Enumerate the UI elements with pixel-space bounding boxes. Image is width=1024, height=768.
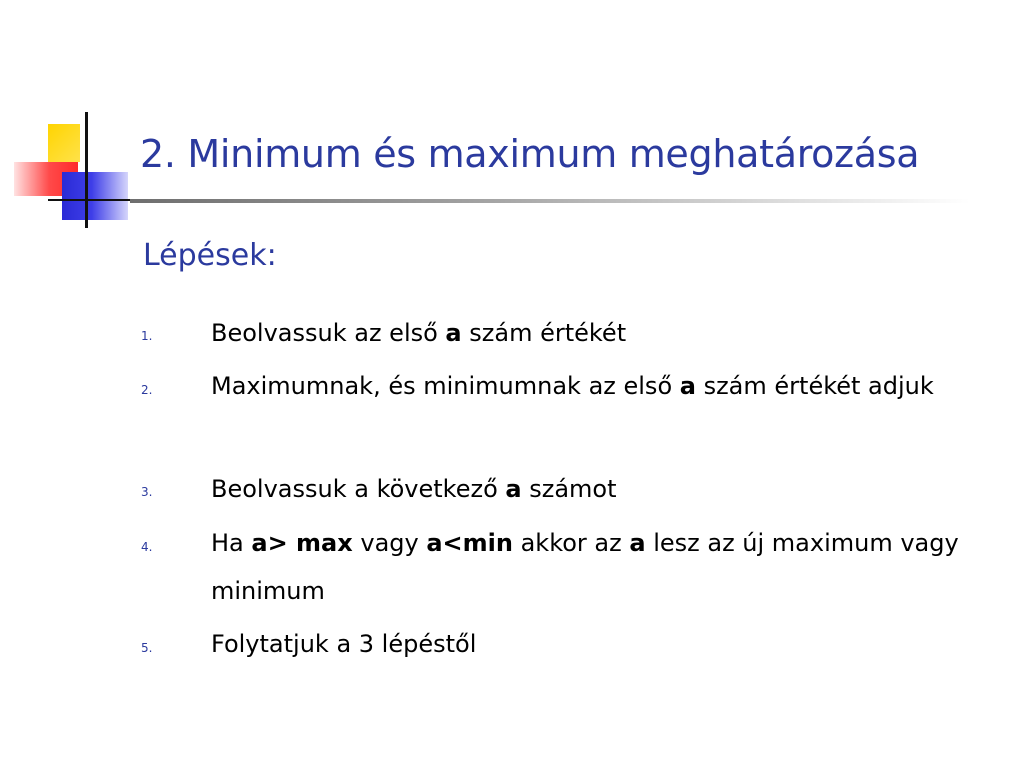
step-text-bold: a <box>629 529 646 557</box>
step-text-bold: a <box>445 319 462 347</box>
step-number: 1. <box>141 329 153 343</box>
step-text-run: Maximumnak, és minimumnak az első <box>211 372 680 400</box>
steps-heading: Lépések: <box>143 238 277 273</box>
step-number: 2. <box>141 383 153 397</box>
logo-yellow-square <box>48 124 80 162</box>
step-text-bold: a <box>679 372 696 400</box>
step-text-bold: a <box>505 475 522 503</box>
step-text-run: Beolvassuk az első <box>211 319 446 347</box>
step-text <box>211 362 981 410</box>
step-number: 3. <box>141 485 153 499</box>
slide-title: 2. Minimum és maximum meghatározása <box>140 132 920 176</box>
step-text <box>211 309 981 357</box>
step-text-run: Beolvassuk a következő <box>211 475 506 503</box>
color-squares-logo-icon <box>0 0 140 240</box>
step-text-run: szám értékét <box>461 319 627 347</box>
logo-vertical-line <box>85 112 88 228</box>
step-text <box>211 465 981 513</box>
step-text-run: számot <box>521 475 617 503</box>
step-text-run: vagy <box>352 529 427 557</box>
logo-blue-square <box>62 172 128 220</box>
step-number: 4. <box>141 540 153 554</box>
step-text-run: szám értékét adjuk <box>695 372 934 400</box>
step-text-bold: a<min <box>426 529 513 557</box>
title-divider <box>130 199 970 203</box>
step-number: 5. <box>141 641 153 655</box>
step-text-run: Folytatjuk a 3 lépéstől <box>211 630 477 658</box>
step-text-run: Ha <box>211 529 252 557</box>
step-text <box>211 519 981 615</box>
step-text-bold: a> max <box>251 529 353 557</box>
step-text-run: akkor az <box>512 529 630 557</box>
step-text-run: lesz az új maximum vagy minimum <box>211 529 959 605</box>
step-text <box>211 620 981 668</box>
